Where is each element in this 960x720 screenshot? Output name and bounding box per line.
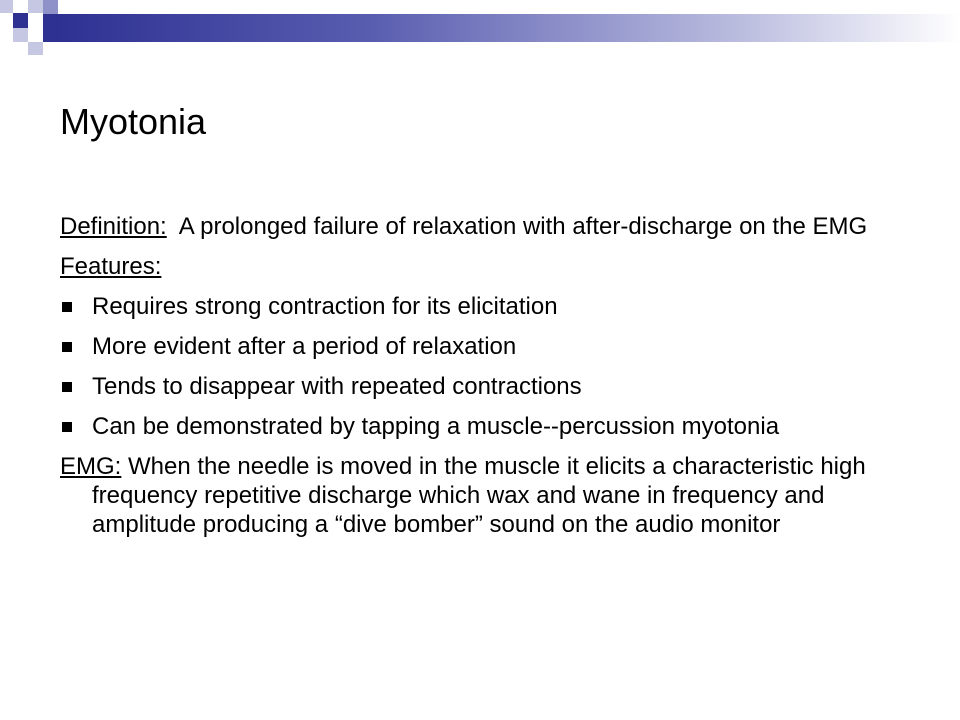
features-label: Features:: [60, 253, 162, 280]
feature-text: Can be demonstrated by tapping a muscle--percussion myotonia: [92, 413, 780, 440]
square-bullet-icon: [62, 422, 72, 432]
list-item: [60, 372, 910, 401]
square-bullet-icon: [62, 342, 72, 352]
feature-text: Requires strong contraction for its elicitation: [92, 293, 558, 320]
decor-square: [43, 0, 58, 14]
decor-square: [43, 14, 58, 42]
decor-square: [28, 0, 43, 13]
emg-text: When the needle is moved in the muscle it elicits a characteristic high frequency repetitive discharge which wax and wane in frequency and amplitude producing a “dive bomber” sound on the audio monitor: [92, 453, 873, 538]
slide-body: [60, 212, 910, 550]
square-bullet-icon: [62, 382, 72, 392]
feature-text: More evident after a period of relaxation: [92, 333, 517, 360]
decor-square: [13, 28, 28, 42]
decor-square: [28, 42, 43, 55]
list-item: [60, 412, 910, 441]
decor-square: [13, 13, 28, 28]
emg-paragraph: [60, 452, 910, 539]
definition-paragraph: [60, 212, 910, 241]
list-item: [60, 332, 910, 361]
definition-label: Definition:: [60, 213, 167, 240]
emg-label: EMG:: [60, 453, 122, 480]
feature-text: Tends to disappear with repeated contractions: [92, 373, 582, 400]
definition-text: A prolonged failure of relaxation with after-discharge on the EMG: [166, 213, 868, 240]
features-list: [60, 292, 910, 441]
list-item: [60, 292, 910, 321]
header-gradient-bar: [58, 14, 960, 42]
decor-square: [0, 0, 13, 13]
square-bullet-icon: [62, 302, 72, 312]
features-paragraph: [60, 252, 910, 281]
slide-title: Myotonia: [60, 101, 207, 142]
